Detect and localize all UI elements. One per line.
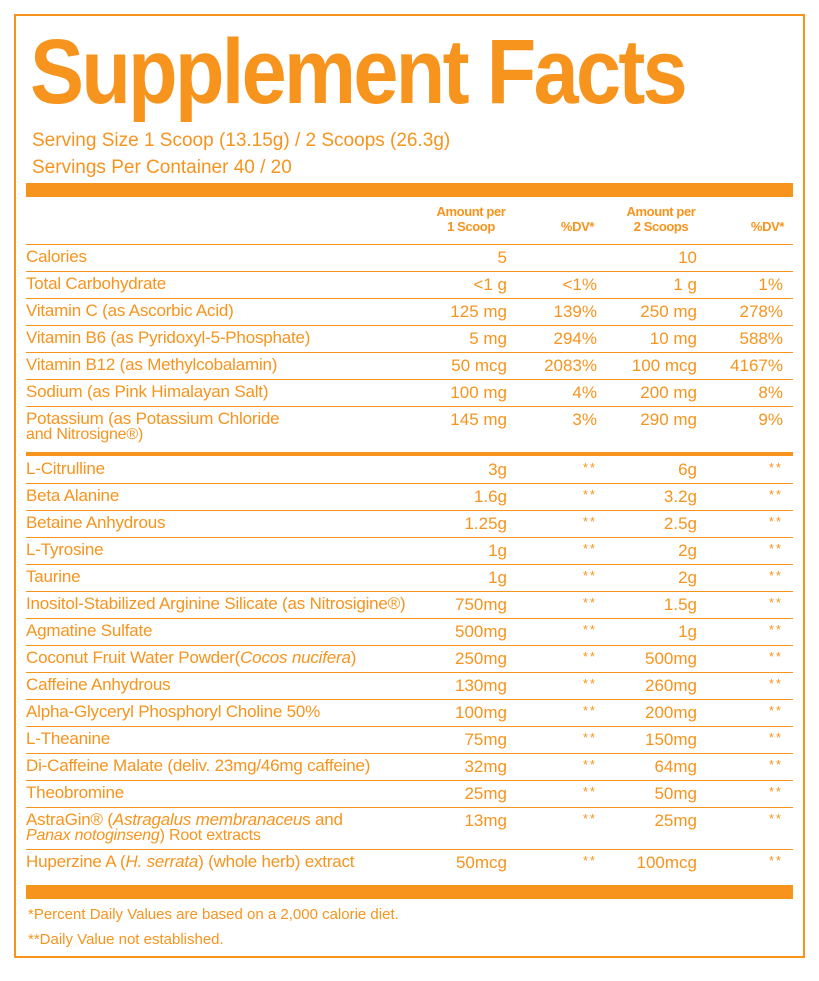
- row-amount-1: 1g: [488, 568, 507, 587]
- row-amount-2: 100 mcg: [631, 356, 697, 375]
- row-amount-2: 64mg: [654, 757, 697, 776]
- row-dv-2: **: [768, 784, 783, 799]
- column-header-line: Amount per: [626, 204, 696, 219]
- row-amount-2: 150mg: [645, 730, 697, 749]
- row-name-text: ): [350, 648, 357, 667]
- row-amount-2: 6g: [678, 460, 697, 479]
- row-dv-2: 8%: [758, 383, 783, 402]
- row-dv-2: 9%: [758, 410, 783, 429]
- row-amount-1: 100mg: [455, 703, 507, 722]
- row-amount-2: 10 mg: [649, 329, 697, 348]
- row-amount-1: 1.6g: [473, 487, 507, 506]
- row-dv-1: 3%: [572, 410, 597, 429]
- row-name: Calories: [26, 247, 87, 266]
- row-name: L-Citrulline: [26, 459, 105, 478]
- row-amount-1: 5 mg: [469, 329, 507, 348]
- row-dv-1: **: [582, 676, 597, 691]
- table-row: [26, 245, 793, 272]
- table-row: [26, 538, 793, 565]
- table-row: [26, 511, 793, 538]
- row-amount-1: 1g: [488, 541, 507, 560]
- row-name-line-1: Potassium (as Potassium Chloride: [26, 409, 280, 428]
- row-dv-1: **: [582, 703, 597, 718]
- row-dv-2: **: [768, 487, 783, 502]
- row-dv-2: **: [768, 649, 783, 664]
- row-amount-2: 1g: [678, 622, 697, 641]
- row-amount-2: 200 mg: [640, 383, 697, 402]
- row-dv-2: **: [768, 811, 783, 826]
- row-name-line-2: [26, 828, 343, 843]
- row-name-text: ) Root extracts: [159, 827, 261, 844]
- supplement-facts-panel: [14, 14, 805, 958]
- row-name: Vitamin B12 (as Methylcobalamin): [26, 355, 278, 374]
- row-name-italic: Cocos nucifera: [240, 648, 351, 667]
- row-name: Agmatine Sulfate: [26, 621, 153, 640]
- row-name-italic: Astragalus membranaceu: [112, 810, 303, 829]
- table-row: [26, 272, 793, 299]
- table-row: [26, 457, 793, 484]
- row-amount-1: 145 mg: [450, 410, 507, 429]
- row-dv-1: **: [582, 487, 597, 502]
- row-amount-2: 290 mg: [640, 410, 697, 429]
- column-header-amount-2-scoops: [616, 204, 706, 234]
- row-dv-1: **: [582, 757, 597, 772]
- table-row: [26, 727, 793, 754]
- row-amount-1: 75mg: [464, 730, 507, 749]
- servings-per-container: Servings Per Container 40 / 20: [32, 157, 292, 178]
- row-name: Di-Caffeine Malate (deliv. 23mg/46mg caffeine): [26, 756, 371, 775]
- column-header-dv-1: %DV*: [560, 219, 594, 234]
- row-amount-2: 1 g: [673, 275, 697, 294]
- table-row: [26, 754, 793, 781]
- footnote-percent-dv: *Percent Daily Values are based on a 2,000 calorie diet.: [28, 906, 399, 923]
- column-header-line: 1 Scoop: [447, 219, 495, 234]
- row-name-text: ) (whole herb) extract: [198, 852, 355, 871]
- row-dv-1: **: [582, 622, 597, 637]
- column-header-line: 2 Scoops: [633, 219, 689, 234]
- row-dv-1: 139%: [553, 302, 597, 321]
- row-amount-2: 2g: [678, 568, 697, 587]
- row-dv-2: **: [768, 514, 783, 529]
- table-row: [26, 808, 793, 850]
- row-amount-2: 100mcg: [636, 853, 697, 872]
- row-dv-2: **: [768, 730, 783, 745]
- row-name: L-Tyrosine: [26, 540, 104, 559]
- section-divider: [26, 452, 793, 456]
- row-name: [26, 411, 279, 442]
- row-amount-1: 5: [497, 248, 507, 267]
- row-name: Vitamin C (as Ascorbic Acid): [26, 301, 234, 320]
- row-dv-2: **: [768, 568, 783, 583]
- row-amount-2: 10: [678, 248, 697, 267]
- table-row: [26, 326, 793, 353]
- row-dv-2: **: [768, 703, 783, 718]
- row-name: Beta Alanine: [26, 486, 120, 505]
- row-amount-1: 500mg: [455, 622, 507, 641]
- row-dv-1: **: [582, 730, 597, 745]
- row-dv-1: 294%: [553, 329, 597, 348]
- row-amount-2: 1.5g: [663, 595, 697, 614]
- row-dv-2: **: [768, 622, 783, 637]
- row-dv-2: 278%: [739, 302, 783, 321]
- row-amount-2: 200mg: [645, 703, 697, 722]
- row-amount-2: 2.5g: [663, 514, 697, 533]
- row-name: Theobromine: [26, 783, 124, 802]
- row-name-line-2: and Nitrosigne®): [26, 426, 144, 443]
- row-amount-1: 32mg: [464, 757, 507, 776]
- column-header-line: Amount per: [436, 204, 506, 219]
- row-dv-1: **: [582, 784, 597, 799]
- row-amount-2: 260mg: [645, 676, 697, 695]
- row-dv-1: **: [582, 595, 597, 610]
- ingredients-table: [26, 457, 793, 878]
- row-dv-2: **: [768, 595, 783, 610]
- row-amount-1: 50 mcg: [451, 356, 507, 375]
- column-header-dv-2: %DV*: [750, 219, 784, 234]
- serving-size: Serving Size 1 Scoop (13.15g) / 2 Scoops (26.3g): [32, 130, 451, 151]
- table-row: [26, 592, 793, 619]
- row-dv-2: 4167%: [730, 356, 783, 375]
- table-row: [26, 646, 793, 673]
- row-dv-2: **: [768, 460, 783, 475]
- row-dv-1: **: [582, 460, 597, 475]
- row-dv-1: **: [582, 568, 597, 583]
- table-row: [26, 380, 793, 407]
- row-amount-1: 125 mg: [450, 302, 507, 321]
- row-name: Vitamin B6 (as Pyridoxyl-5-Phosphate): [26, 328, 311, 347]
- row-name-italic: H. serrata: [125, 852, 199, 871]
- row-dv-2: **: [768, 541, 783, 556]
- row-name: Total Carbohydrate: [26, 274, 167, 293]
- row-amount-2: 25mg: [654, 811, 697, 830]
- row-amount-1: 3g: [488, 460, 507, 479]
- row-name: Inositol-Stabilized Arginine Silicate (as Nitrosigine®): [26, 594, 406, 613]
- bottom-divider-bar: [26, 885, 793, 899]
- row-amount-1: 13mg: [464, 811, 507, 830]
- table-row: [26, 353, 793, 380]
- row-name: Taurine: [26, 567, 81, 586]
- row-amount-1: 130mg: [455, 676, 507, 695]
- row-amount-1: 1.25g: [464, 514, 507, 533]
- table-row: [26, 484, 793, 511]
- row-name: Alpha-Glyceryl Phosphoryl Choline 50%: [26, 702, 321, 721]
- row-amount-2: 2g: [678, 541, 697, 560]
- row-amount-1: 750mg: [455, 595, 507, 614]
- top-divider-bar: [26, 183, 793, 197]
- row-dv-1: <1%: [562, 275, 597, 294]
- row-name: [26, 650, 356, 666]
- row-name: [26, 854, 354, 870]
- row-name-italic: Panax notoginseng: [26, 827, 160, 844]
- row-dv-1: **: [582, 649, 597, 664]
- row-amount-2: 500mg: [645, 649, 697, 668]
- row-dv-1: **: [582, 811, 597, 826]
- row-name: Betaine Anhydrous: [26, 513, 166, 532]
- table-row: [26, 673, 793, 700]
- row-name-text: Coconut Fruit Water Powder(: [26, 648, 241, 667]
- facts-table: [26, 245, 793, 449]
- row-amount-2: 250 mg: [640, 302, 697, 321]
- row-amount-2: 50mg: [654, 784, 697, 803]
- row-amount-1: 100 mg: [450, 383, 507, 402]
- row-name-text: AstraGin® (: [26, 810, 113, 829]
- table-row: [26, 781, 793, 808]
- row-dv-1: **: [582, 541, 597, 556]
- table-row: [26, 407, 793, 449]
- table-row: [26, 299, 793, 326]
- table-row: [26, 700, 793, 727]
- row-dv-2: 1%: [758, 275, 783, 294]
- row-dv-1: 4%: [572, 383, 597, 402]
- row-dv-2: **: [768, 853, 783, 868]
- row-amount-1: 50mcg: [455, 853, 507, 872]
- row-dv-2: **: [768, 757, 783, 772]
- row-name: Sodium (as Pink Himalayan Salt): [26, 382, 269, 401]
- row-dv-2: 588%: [739, 329, 783, 348]
- row-name-text: Huperzine A (: [26, 852, 126, 871]
- row-name-text: s and: [302, 810, 343, 829]
- row-dv-1: **: [582, 514, 597, 529]
- footnote-not-established: **Daily Value not established.: [28, 931, 224, 948]
- table-row: [26, 565, 793, 592]
- column-header-amount-1-scoop: [426, 204, 516, 234]
- row-name: L-Theanine: [26, 729, 111, 748]
- row-amount-1: 250mg: [455, 649, 507, 668]
- row-amount-2: 3.2g: [663, 487, 697, 506]
- row-dv-1: 2083%: [544, 356, 597, 375]
- table-row: [26, 850, 793, 878]
- row-dv-2: **: [768, 676, 783, 691]
- row-name: [26, 812, 343, 843]
- row-dv-1: **: [582, 853, 597, 868]
- table-row: [26, 619, 793, 646]
- row-amount-1: <1 g: [473, 275, 507, 294]
- row-amount-1: 25mg: [464, 784, 507, 803]
- panel-title: Supplement Facts: [30, 21, 686, 123]
- row-name: Caffeine Anhydrous: [26, 675, 171, 694]
